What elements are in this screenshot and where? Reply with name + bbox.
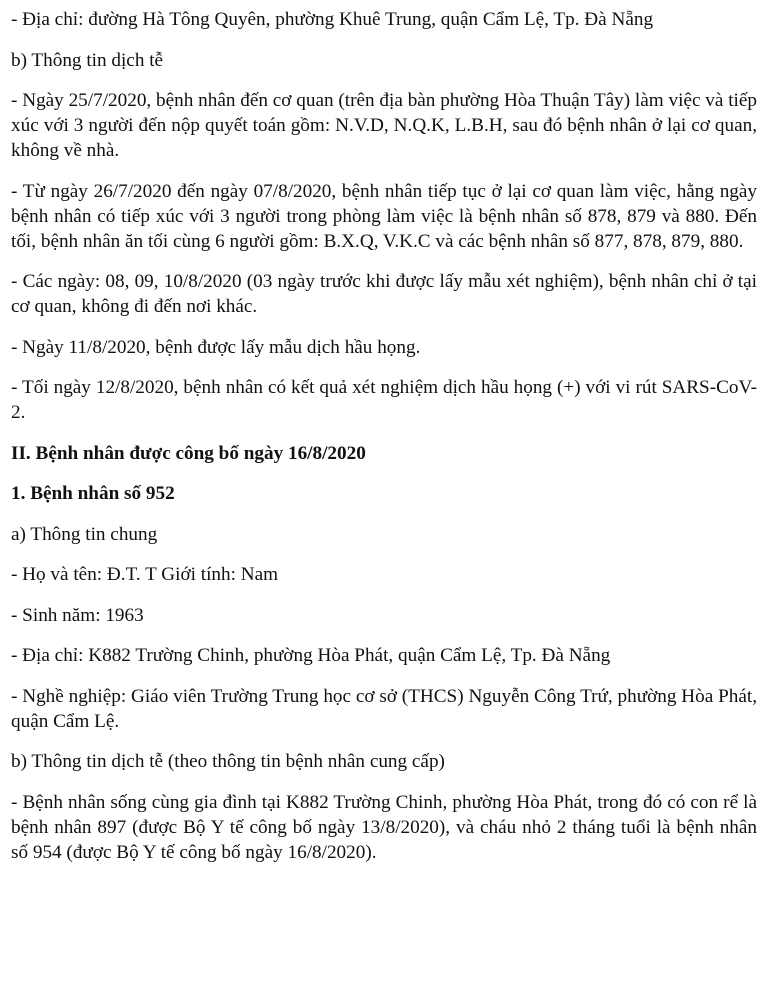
epidemiology-subheading-2: b) Thông tin dịch tễ (theo thông tin bệnh nhân cung cấp) (11, 751, 445, 772)
section-heading-ii: II. Bệnh nhân được công bố ngày 16/8/2020 (11, 442, 366, 464)
occupation-line: - Nghề nghiệp: Giáo viên Trường Trung học cơ sở (THCS) Nguyễn Công Trứ, phường Hòa Phát, quận Cẩm Lệ. (11, 685, 757, 732)
patient-address-line: - Địa chỉ: K882 Trường Chinh, phường Hòa Phát, quận Cẩm Lệ, Tp. Đà Nẵng (11, 645, 611, 666)
birth-year-line: - Sinh năm: 1963 (11, 604, 144, 626)
paragraph-aug-08-10: - Các ngày: 08, 09, 10/8/2020 (03 ngày trước khi được lấy mẫu xét nghiệm), bệnh nhân chỉ ở tại cơ quan, không đi đến nơi khác. (11, 271, 757, 317)
address-line: - Địa chỉ: đường Hà Tông Quyên, phường Khuê Trung, quận Cẩm Lệ, Tp. Đà Nẵng (11, 9, 654, 30)
paragraph-aug-11: - Ngày 11/8/2020, bệnh được lấy mẫu dịch hầu họng. (11, 336, 421, 358)
epidemiology-subheading: b) Thông tin dịch tễ (11, 49, 164, 71)
paragraph-july-26-aug-07: - Từ ngày 26/7/2020 đến ngày 07/8/2020, bệnh nhân tiếp tục ở lại cơ quan làm việc, hằng ngày bệnh nhân có tiếp xúc với 3 người trong phòng làm việc là bệnh nhân số 878, 879 và 880. Đến tối, bệnh nhân ăn tối cùng 6 người gồm: B.X.Q, V.K.C và các bệnh nhân số 877, 878, 879, 880. (11, 180, 757, 252)
name-gender-line: - Họ và tên: Đ.T. T Giới tính: Nam (11, 564, 279, 585)
paragraph-aug-12: - Tối ngày 12/8/2020, bệnh nhân có kết quả xét nghiệm dịch hầu họng (+) với vi rút SARS-CoV-2. (11, 377, 757, 423)
patient-952-heading: 1. Bệnh nhân số 952 (11, 483, 175, 504)
general-info-subheading: a) Thông tin chung (11, 523, 158, 545)
paragraph-july-25: - Ngày 25/7/2020, bệnh nhân đến cơ quan (trên địa bàn phường Hòa Thuận Tây) làm việc và tiếp xúc với 3 người đến nộp quyết toán gồm: N.V.D, N.Q.K, L.B.H, sau đó bệnh nhân ở lại cơ quan, không về nhà. (11, 90, 757, 161)
family-paragraph: - Bệnh nhân sống cùng gia đình tại K882 Trường Chinh, phường Hòa Phát, trong đó có con rể là bệnh nhân 897 (được Bộ Y tế công bố ngày 13/8/2020), và cháu nhỏ 2 tháng tuổi là bệnh nhân số 954 (được Bộ Y tế công bố ngày 16/8/2020). (11, 791, 757, 863)
